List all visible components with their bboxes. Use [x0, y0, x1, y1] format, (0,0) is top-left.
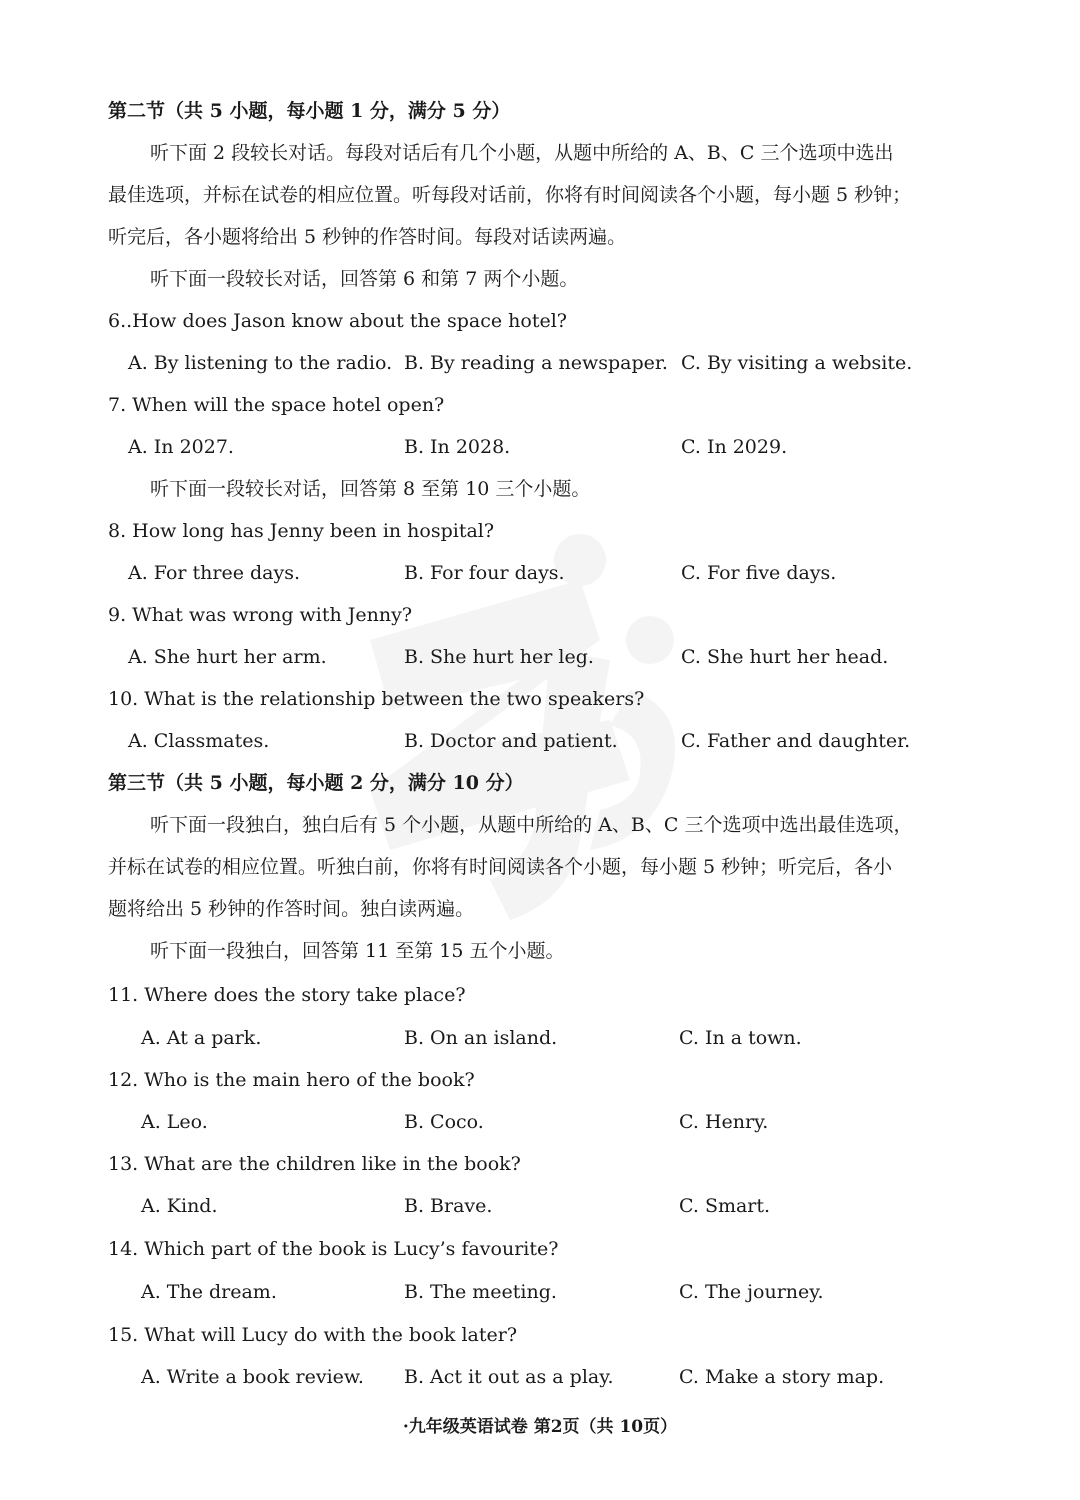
- question-10-option-b: B. Doctor and patient.: [404, 730, 618, 752]
- question-12: 12. Who is the main hero of the book?: [108, 1069, 475, 1091]
- dialogue1-intro: 听下面一段较长对话，回答第 6 和第 7 两个小题。: [150, 268, 579, 290]
- question-12-option-b: B. Coco.: [404, 1111, 484, 1133]
- section3-heading: 第三节（共 5 小题，每小题 2 分，满分 10 分）: [108, 772, 524, 794]
- question-11-option-b: B. On an island.: [404, 1027, 558, 1049]
- question-9-option-a: A. She hurt her arm.: [128, 646, 327, 668]
- question-8-option-a: A. For three days.: [128, 562, 301, 584]
- question-13: 13. What are the children like in the book?: [108, 1153, 521, 1175]
- section2-instruction-2: 最佳选项，并标在试卷的相应位置。听每段对话前，你将有时间阅读各个小题，每小题 5 秒钟；: [108, 184, 912, 206]
- question-8-option-b: B. For four days.: [404, 562, 565, 584]
- question-11-option-a: A. At a park.: [141, 1027, 262, 1049]
- page-footer: ·九年级英语试卷 第2页（共 10页）: [402, 1417, 678, 1437]
- section2-heading: 第二节（共 5 小题，每小题 1 分，满分 5 分）: [108, 100, 511, 122]
- question-13-option-b: B. Brave.: [404, 1195, 493, 1217]
- question-6-option-b: B. By reading a newspaper.: [404, 352, 668, 374]
- question-15-option-b: B. Act it out as a play.: [404, 1366, 614, 1388]
- question-11: 11. Where does the story take place?: [108, 984, 466, 1006]
- question-10: 10. What is the relationship between the two speakers?: [108, 688, 645, 710]
- question-15-option-a: A. Write a book review.: [141, 1366, 364, 1388]
- section3-instruction-3: 题将给出 5 秒钟的作答时间。独白读两遍。: [108, 898, 475, 920]
- question-14-option-b: B. The meeting.: [404, 1281, 557, 1303]
- question-9-option-b: B. She hurt her leg.: [404, 646, 594, 668]
- question-6: 6..How does Jason know about the space hotel?: [108, 310, 567, 332]
- question-8: 8. How long has Jenny been in hospital?: [108, 520, 495, 542]
- question-6-option-c: C. By visiting a website.: [681, 352, 913, 374]
- question-7: 7. When will the space hotel open?: [108, 394, 445, 416]
- section2-instruction-3: 听完后，各小题将给出 5 秒钟的作答时间。每段对话读两遍。: [108, 226, 627, 248]
- question-12-option-a: A. Leo.: [141, 1111, 208, 1133]
- question-8-option-c: C. For five days.: [681, 562, 837, 584]
- question-10-option-a: A. Classmates.: [128, 730, 270, 752]
- question-13-option-c: C. Smart.: [679, 1195, 771, 1217]
- question-9-option-c: C. She hurt her head.: [681, 646, 889, 668]
- monologue-intro: 听下面一段独白，回答第 11 至第 15 五个小题。: [150, 940, 565, 962]
- section3-instruction-2: 并标在试卷的相应位置。听独白前，你将有时间阅读各个小题，每小题 5 秒钟；听完后，各小: [108, 856, 893, 878]
- question-10-option-c: C. Father and daughter.: [681, 730, 911, 752]
- question-13-option-a: A. Kind.: [141, 1195, 218, 1217]
- question-14: 14. Which part of the book is Lucy’s favourite?: [108, 1238, 559, 1260]
- question-14-option-c: C. The journey.: [679, 1281, 824, 1303]
- question-11-option-c: C. In a town.: [679, 1027, 802, 1049]
- question-14-option-a: A. The dream.: [141, 1281, 277, 1303]
- question-7-option-b: B. In 2028.: [404, 436, 511, 458]
- question-15-option-c: C. Make a story map.: [679, 1366, 885, 1388]
- question-7-option-a: A. In 2027.: [128, 436, 234, 458]
- section3-instruction-1: 听下面一段独白，独白后有 5 个小题，从题中所给的 A、B、C 三个选项中选出最佳选项，: [150, 814, 913, 836]
- question-7-option-c: C. In 2029.: [681, 436, 788, 458]
- dialogue2-intro: 听下面一段较长对话，回答第 8 至第 10 三个小题。: [150, 478, 591, 500]
- question-6-option-a: A. By listening to the radio.: [128, 352, 393, 374]
- question-9: 9. What was wrong with Jenny?: [108, 604, 413, 626]
- question-15: 15. What will Lucy do with the book later?: [108, 1324, 518, 1346]
- section2-instruction-1: 听下面 2 段较长对话。每段对话后有几个小题，从题中所给的 A、B、C 三个选项中选出: [150, 142, 894, 164]
- question-12-option-c: C. Henry.: [679, 1111, 769, 1133]
